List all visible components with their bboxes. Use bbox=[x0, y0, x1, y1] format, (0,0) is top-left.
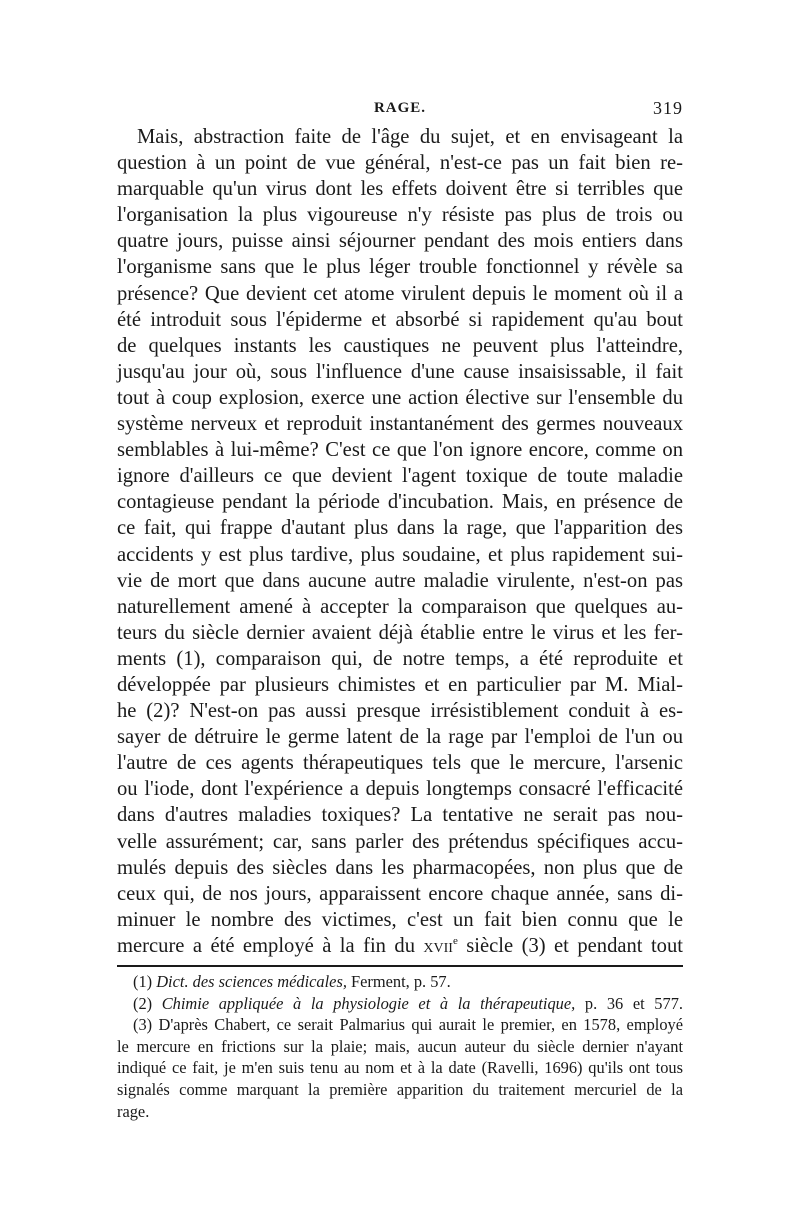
last-line-after: siècle (3) et pendant tout bbox=[457, 934, 683, 957]
text-line: mulés depuis des siècles dans les pharmacopées, non plus que de bbox=[117, 856, 683, 879]
footnote-1 bbox=[117, 971, 683, 993]
text-line: l'organisation la plus vigoureuse n'y résiste pas plus de trois ou bbox=[117, 204, 683, 227]
century-numeral: xvii bbox=[423, 934, 453, 957]
last-line-before: mercure a été employé à la fin du bbox=[117, 934, 424, 957]
footnote-1-marker: (1) bbox=[133, 972, 157, 991]
footnote-3-line: rage. bbox=[117, 1101, 150, 1121]
text-line: accidents y est plus tardive, plus soudaine, et plus rapidement sui- bbox=[117, 543, 683, 566]
text-line: velle assurément; car, sans parler des prétendus spécifiques accu- bbox=[117, 830, 683, 853]
text-line: ce fait, qui frappe d'autant plus dans la rage, que l'apparition des bbox=[117, 517, 683, 540]
text-line: l'autre de ces agents thérapeutiques tels que le mercure, l'arsenic bbox=[117, 752, 683, 775]
footnote-3-line: indiqué ce fait, je m'en suis tenu au nom et à la date (Ravelli, 1696) qu'ils ont tous bbox=[117, 1058, 683, 1078]
text-line: he (2)? N'est-on pas aussi presque irrésistiblement conduit à es- bbox=[117, 700, 683, 723]
page-number: 319 bbox=[653, 98, 683, 118]
footnote-2-title: Chimie appliquée à la physiologie et à la thérapeutique, bbox=[161, 993, 576, 1013]
footnote-2-marker: (2) bbox=[133, 993, 162, 1013]
text-line: Mais, abstraction faite de l'âge du sujet, et en envisageant la bbox=[137, 126, 683, 148]
footnote-1-ref: Ferment, p. 57. bbox=[346, 972, 451, 991]
text-line: de quelques instants les caustiques ne peuvent plus l'atteindre, bbox=[117, 334, 683, 357]
text-line: système nerveux et reproduit instantanément des germes nouveaux bbox=[117, 413, 683, 436]
text-line: naturellement amené à accepter la comparaison que quelques au- bbox=[117, 595, 683, 618]
text-line: question à un point de vue général, n'est-ce pas un fait bien re- bbox=[117, 152, 683, 175]
footnote-1-title: Dict. des sciences médicales, bbox=[156, 972, 347, 991]
running-head bbox=[117, 96, 683, 124]
body-text bbox=[117, 124, 683, 959]
text-line: présence? Que devient cet atome virulent depuis le moment où il a bbox=[117, 282, 683, 305]
footnote-2 bbox=[117, 993, 683, 1015]
footnote-2-ref: p. 36 et 577. bbox=[575, 993, 683, 1013]
footnote-3-line: (3) D'après Chabert, ce serait Palmarius qui aurait le premier, en 1578, employé bbox=[133, 1015, 683, 1035]
running-title: RAGE. bbox=[373, 100, 427, 116]
text-line: quatre jours, puisse ainsi séjourner pendant des mois entiers dans bbox=[117, 230, 683, 253]
text-line: jusqu'au jour où, sous l'influence d'une cause insaisissable, il fait bbox=[117, 360, 683, 383]
text-line: marquable qu'un virus dont les effets doivent être si terribles que bbox=[117, 178, 683, 201]
text-line: dans d'autres maladies toxiques? La tentative ne serait pas nou- bbox=[117, 804, 683, 827]
footnote-3-line: signalés comme marquant la première apparition du traitement mercuriel de la bbox=[117, 1079, 683, 1099]
footnotes bbox=[117, 971, 683, 1122]
text-line: ou l'iode, dont l'expérience a depuis longtemps consacré l'efficacité bbox=[117, 778, 683, 801]
text-line: contagieuse pendant la période d'incubation. Mais, en présence de bbox=[117, 491, 683, 514]
book-page bbox=[117, 96, 683, 1122]
text-line: été introduit sous l'épiderme et absorbé si rapidement qu'au bout bbox=[117, 308, 683, 331]
text-line: l'organisme sans que le plus léger trouble fonctionnel y révèle sa bbox=[117, 256, 683, 279]
text-line: développée par plusieurs chimistes et en particulier par M. Mial- bbox=[117, 673, 683, 696]
footnote-3-line: le mercure en frictions sur la plaie; mais, aucun auteur du siècle dernier n'ayant bbox=[117, 1036, 683, 1056]
text-line: minuer le nombre des victimes, c'est un fait bien connu que le bbox=[117, 908, 683, 931]
footnote-rule bbox=[117, 965, 683, 967]
text-line: ments (1), comparaison qui, de notre temps, a été reproduite et bbox=[117, 647, 683, 670]
text-line: ignore d'ailleurs ce que devient l'agent toxique de toute maladie bbox=[117, 465, 683, 488]
text-line: vie de mort que dans aucune autre maladie virulente, n'est-on pas bbox=[117, 569, 683, 592]
text-line: teurs du siècle dernier avaient déjà établie entre le virus et les fer- bbox=[117, 621, 683, 644]
text-line: semblables à lui-même? C'est ce que l'on ignore encore, comme on bbox=[117, 439, 683, 462]
text-line: ceux qui, de nos jours, apparaissent encore chaque année, sans di- bbox=[117, 882, 683, 905]
text-line: tout à coup explosion, exerce une action élective sur l'ensemble du bbox=[117, 386, 683, 409]
century-superscript: e bbox=[452, 935, 458, 948]
text-line: sayer de détruire le germe latent de la rage par l'emploi de l'un ou bbox=[117, 726, 683, 749]
text-line-last bbox=[117, 933, 683, 959]
